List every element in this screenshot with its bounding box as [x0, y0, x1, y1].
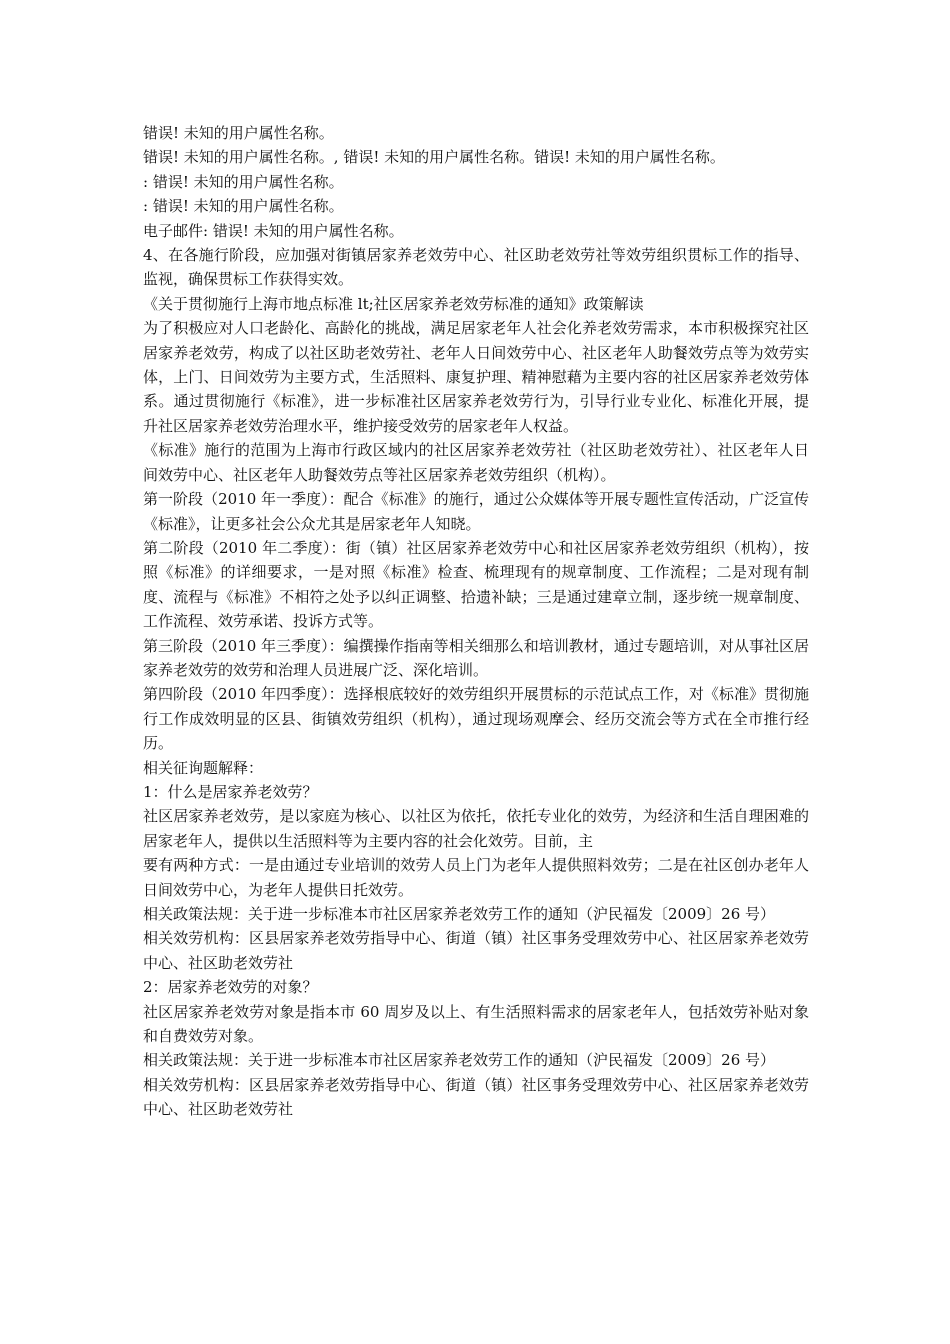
- paragraph-scope: 《标准》施行的范围为上海市行政区域内的社区居家养老效劳社（社区助老效劳社）、社区老年人日间效劳中心、社区老年人助餐效劳点等社区居家养老效劳组织（机构）。: [143, 441, 809, 484]
- paragraph-phase-3: 第三阶段（2010 年三季度）：编撰操作指南等相关细那么和培训教材，通过专题培训，对从事社区居家养老效劳的效劳和治理人员进展广泛、深化培训。: [143, 636, 809, 679]
- paragraph-intro: 为了积极应对人口老龄化、高龄化的挑战，满足居家老年人社会化养老效劳需求，本市积极探究社区居家养老效劳，构成了以社区助老效劳社、老年人日间效劳中心、社区老年人助餐效劳点等为效劳实体，上门、日间效劳为主要方式，生活照料、康复护理、精神慰藉为主要内容的社区居家养老效劳体系。通过贯彻施行《标准》，进一步标准社区居家养老效劳行为，引导行业专业化、标准化开展，提升社区居家养老效劳治理水平，维护接受效劳的居家老年人权益。: [143, 319, 809, 435]
- paragraph-phase-2: 第二阶段（2010 年二季度）：街（镇）社区居家养老效劳中心和社区居家养老效劳组织（机构），按照《标准》的详细要求，一是对照《标准》检查、梳理现有的规章制度、工作流程；二是对现有制度、流程与《标准》不相符之处予以纠正调整、拾遗补缺；三是通过建章立制，逐步统一规章制度、工作流程、效劳承诺、投诉方式等。: [143, 538, 809, 631]
- paragraph-1: 错误! 未知的用户属性名称。: [143, 124, 334, 142]
- faq-question-1: 1：什么是居家养老效劳？: [143, 782, 318, 801]
- faq-agency-2: 相关效劳机构：区县居家养老效劳指导中心、街道（镇）社区事务受理效劳中心、社区居家养老效劳中心、社区助老效劳社: [143, 1075, 809, 1119]
- faq-agency-1: 相关效劳机构：区县居家养老效劳指导中心、街道（镇）社区事务受理效劳中心、社区居家养老效劳中心、社区助老效劳社: [143, 929, 809, 972]
- policy-title: 《关于贯彻施行上海市地点标准 lt;社区居家养老效劳标准的通知》政策解读: [143, 294, 644, 313]
- faq-policy-2: 相关政策法规：关于进一步标准本市社区居家养老效劳工作的通知（沪民福发〔2009〕26 号）: [143, 1051, 776, 1070]
- faq-answer-1b: 要有两种方式：一是由通过专业培训的效劳人员上门为老年人提供照料效劳；二是在社区创办老年人日间效劳中心，为老年人提供日托效劳。: [143, 856, 809, 899]
- faq-heading: 相关征询题解释：: [143, 758, 264, 777]
- email-line: 电子邮件: 错误! 未知的用户属性名称。: [143, 221, 404, 240]
- faq-answer-2: 社区居家养老效劳对象是指本市 60 周岁及以上、有生活照料需求的居家老年人，包括效劳补贴对象和自费效劳对象。: [143, 1002, 809, 1046]
- faq-policy-1: 相关政策法规：关于进一步标准本市社区居家养老效劳工作的通知（沪民福发〔2009〕26 号）: [143, 905, 776, 923]
- paragraph-phase-4: 第四阶段（2010 年四季度）：选择根底较好的效劳组织开展贯标的示范试点工作，对《标准》贯彻施行工作成效明显的区县、街镇效劳组织（机构），通过现场观摩会、经历交流会等方式在全市推行经历。: [143, 685, 809, 753]
- paragraph-3: : 错误! 未知的用户属性名称。: [143, 172, 344, 191]
- paragraph-phase-1: 第一阶段（2010 年一季度）：配合《标准》的施行，通过公众媒体等开展专题性宣传活动，广泛宣传《标准》，让更多社会公众尤其是居家老年人知晓。: [143, 490, 809, 533]
- paragraph-2: 错误! 未知的用户属性名称。, 错误! 未知的用户属性名称。错误! 未知的用户属性名称。: [143, 148, 725, 167]
- faq-question-2: 2：居家养老效劳的对象？: [143, 978, 318, 997]
- document-body: [143, 121, 809, 1122]
- paragraph-4: : 错误! 未知的用户属性名称。: [143, 197, 344, 216]
- faq-answer-1a: 社区居家养老效劳，是以家庭为核心、以社区为依托，依托专业化的效劳，为经济和生活自理困难的居家老年人，提供以生活照料等为主要内容的社会化效劳。目前，主: [143, 807, 809, 850]
- paragraph-item-4: 4、在各施行阶段，应加强对街镇居家养老效劳中心、社区助老效劳社等效劳组织贯标工作的指导、监视，确保贯标工作获得实效。: [143, 246, 809, 289]
